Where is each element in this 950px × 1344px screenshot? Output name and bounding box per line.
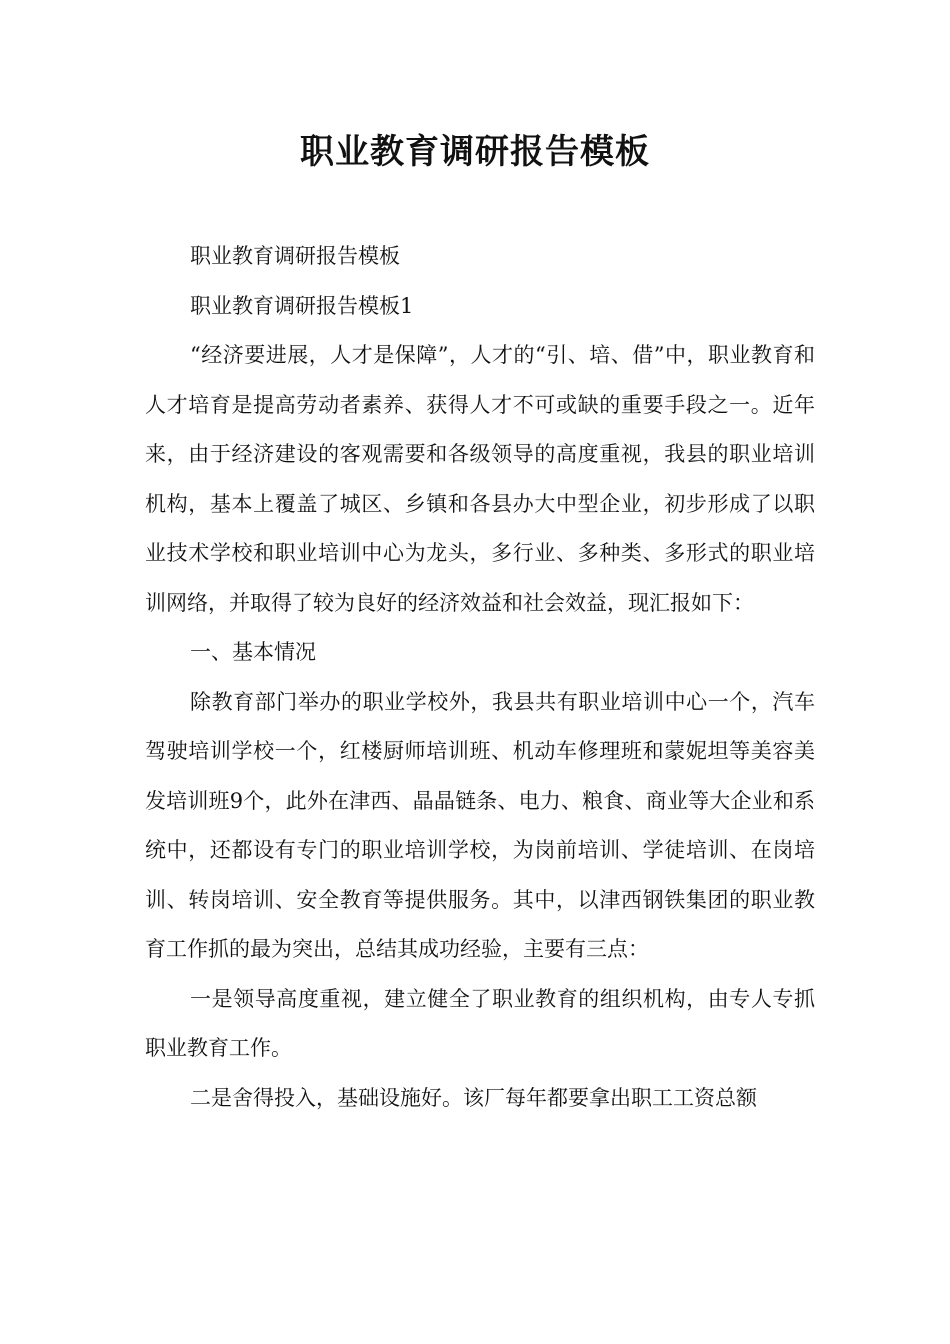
document-body — [145, 232, 815, 1123]
paragraph-basic-situation-heading: 一、基本情况 — [190, 640, 316, 664]
paragraph-intro: “经济要进展，人才是保障”，人才的“引、培、借”中，职业教育和人才培育是提高劳动者素养、获得人才不可或缺的重要手段之一。近年来，由于经济建设的客观需要和各级领导的高度重视，我县的职业培训机构，基本上覆盖了城区、乡镇和各县办大中型企业，初步形成了以职业技术学校和职业培训中心为龙头，多行业、多种类、多形式的职业培训网络，并取得了较为良好的经济效益和社会效益，现汇报如下： — [145, 343, 815, 615]
paragraph-section-heading: 职业教育调研报告模板1 — [190, 293, 414, 318]
paragraph-point-two: 二是舍得投入，基础设施好。该厂每年都要拿出职工工资总额 — [190, 1085, 757, 1110]
document-title: 职业教育调研报告模板 — [300, 132, 650, 172]
paragraph-basic-situation: 除教育部门举办的职业学校外，我县共有职业培训中心一个，汽车驾驶培训学校一个，红楼厨师培训班、机动车修理班和蒙妮坦等美容美发培训班9个，此外在津西、晶晶链条、电力、粮食、商业等大企业和系统中，还都设有专门的职业培训学校，为岗前培训、学徒培训、在岗培训、转岗培训、安全教育等提供服务。其中，以津西钢铁集团的职业教育工作抓的最为突出，总结其成功经验，主要有三点： — [145, 689, 815, 961]
paragraph-point-one: 一是领导高度重视，建立健全了职业教育的组织机构，由专人专抓职业教育工作。 — [145, 986, 815, 1060]
paragraph-subtitle: 职业教育调研报告模板 — [190, 244, 400, 268]
